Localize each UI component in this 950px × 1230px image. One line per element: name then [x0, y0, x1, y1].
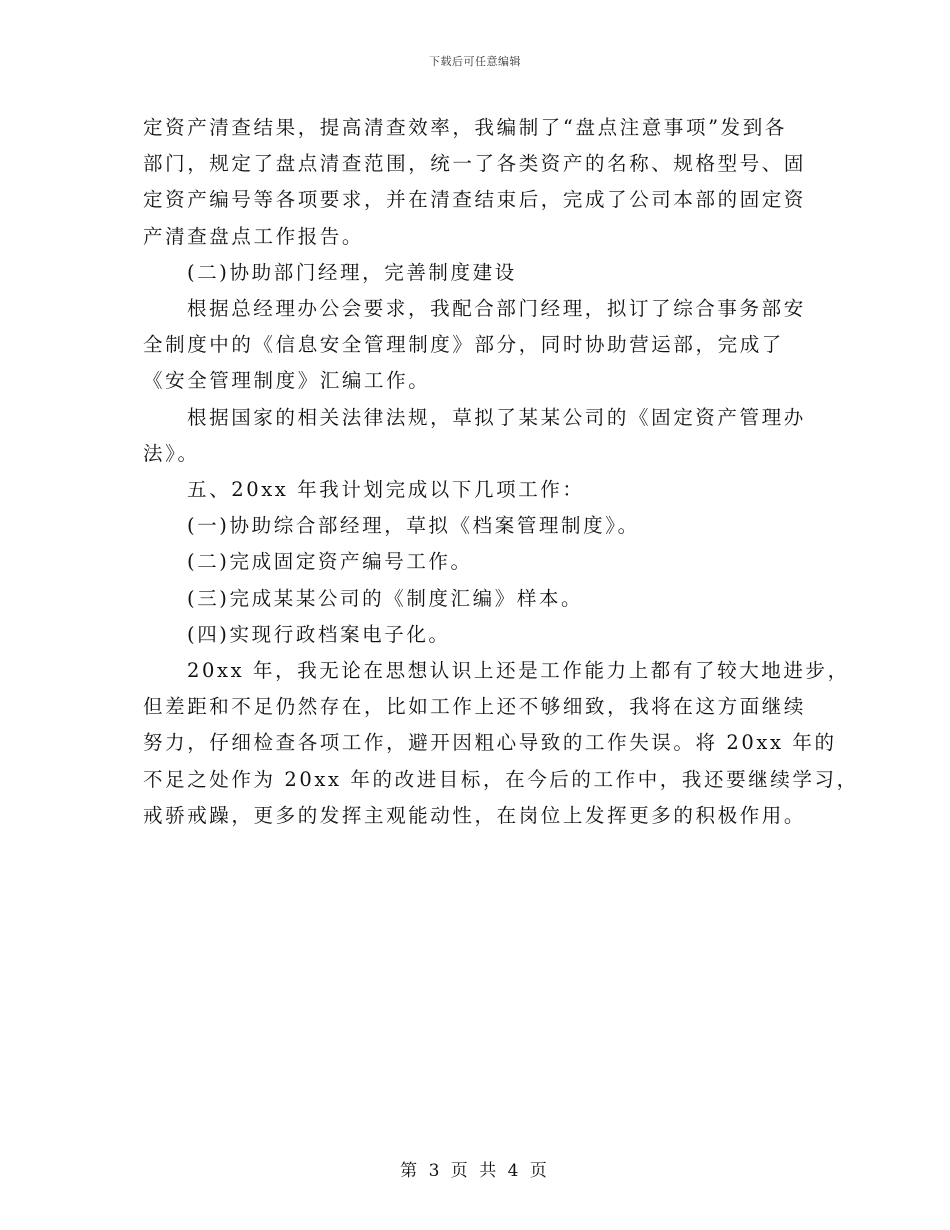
list-item: (四)实现行政档案电子化。	[187, 622, 451, 646]
text-line: 定资产编号等各项要求，并在清查结束后，完成了公司本部的固定资	[143, 188, 807, 212]
text-line: 法》。	[143, 441, 200, 465]
text-line: 产清查盘点工作报告。	[143, 224, 365, 248]
text-line: 全制度中的《信息安全管理制度》部分，同时协助营运部，完成了	[143, 333, 784, 357]
document-body	[143, 110, 859, 834]
page-footer: 第 3 页 共 4 页	[400, 1161, 550, 1181]
section-heading: (二)协助部门经理，完善制度建设	[187, 260, 517, 284]
text-line: 定资产清查结果，提高清查效率，我编制了“盘点注意事项”发到各	[143, 116, 787, 139]
list-item: (二)完成固定资产编号工作。	[187, 550, 473, 574]
list-item: (一)协助综合部经理，草拟《档案管理制度》。	[187, 514, 640, 538]
text-line: 但差距和不足仍然存在，比如工作上还不够细致，我将在这方面继续	[143, 695, 807, 719]
text-line: 努力，仔细检查各项工作，避开因粗心导致的工作失误。将 20xx 年的	[143, 731, 837, 755]
page-header: 下载后可任意编辑	[429, 55, 521, 68]
text-line: 20xx 年，我无论在思想认识上还是工作能力上都有了较大地进步，	[187, 659, 850, 683]
text-line: 部门，规定了盘点清查范围，统一了各类资产的名称、规格型号、固	[143, 152, 807, 176]
text-line: 根据国家的相关法律法规，草拟了某某公司的《固定资产管理办	[187, 405, 806, 429]
text-line: 不足之处作为 20xx 年的改进目标，在今后的工作中，我还要继续学习，	[143, 767, 859, 791]
text-line: 根据总经理办公会要求，我配合部门经理，拟订了综合事务部安	[187, 297, 806, 321]
section-heading: 五、20xx 年我计划完成以下几项工作：	[187, 478, 585, 502]
text-line: 戒骄戒躁，更多的发挥主观能动性，在岗位上发挥更多的积极作用。	[143, 803, 807, 827]
text-line: 《安全管理制度》汇编工作。	[143, 369, 431, 393]
list-item: (三)完成某某公司的《制度汇编》样本。	[187, 586, 584, 610]
